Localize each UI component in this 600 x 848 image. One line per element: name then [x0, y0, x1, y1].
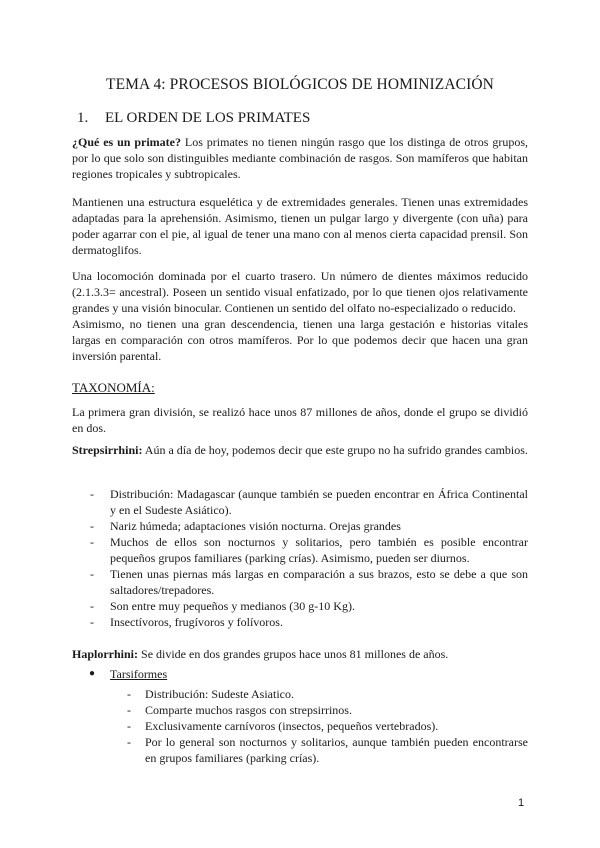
page-title: TEMA 4: PROCESOS BIOLÓGICOS DE HOMINIZACIÓN [106, 76, 494, 93]
strepsirrhini-list [72, 486, 528, 630]
list-item: - Comparte muchos rasgos con strepsirrinos. [127, 703, 352, 717]
section-label: EL ORDEN DE LOS PRIMATES [105, 110, 311, 126]
haplorrhini-term: Haplorrhini: [72, 647, 139, 661]
paragraph-text: La primera gran división, se realizó hace unos 87 millones de años, donde el grupo se dividió en dos. [72, 405, 528, 435]
paragraph-text: Asimismo, no tienen una gran descendencia, tienen una larga gestación e historias vitales largas en comparación con otros mamíferos. Por lo que podemos decir que hacen una gran inversión parental. [72, 317, 528, 363]
intro-question: ¿Qué es un primate? [72, 135, 182, 149]
list-item: - Distribución: Sudeste Asiatico. [127, 687, 294, 701]
taxonomy-heading: TAXONOMÍA: [72, 380, 155, 395]
tarsiformes-label: Tarsiformes [110, 667, 168, 681]
list-item: - Muchos de ellos son nocturnos y solitarios, pero también es posible encontrar pequeños grupos familiares (parking crías). Asimismo, pueden ser diurnos. [90, 535, 528, 565]
intro-paragraph [72, 134, 528, 182]
section-heading [77, 110, 310, 127]
paragraph-skeleton [72, 194, 528, 258]
intro-text: Los primates no tienen ningún rasgo que los distinga de otros grupos, por lo que solo son distinguibles mediante combinación de rasgos. Son mamíferos que habitan regiones tropicales y subtropicales. [72, 135, 528, 181]
bullet-icon: ● [89, 668, 96, 679]
section-number: 1. [77, 110, 89, 126]
haplorrhini-paragraph [72, 646, 528, 662]
list-item: - Tienen unas piernas más largas en comparación a sus brazos, esto se debe a que son saltadores/trepadores. [90, 567, 528, 597]
strepsirrhini-text: Aún a día de hoy, podemos decir que este grupo no ha sufrido grandes cambios. [142, 443, 528, 457]
strepsirrhini-paragraph [72, 442, 528, 458]
paragraph-text: Mantienen una estructura esquelética y de extremidades generales. Tienen unas extremidades adaptadas para la aprehensión. Asimismo, tienen un pulgar largo y divergente (con uña) para poder agarrar con el pie, al igual de tener una mano con al menos cierta capacidad prensil. Son dermatoglifos. [72, 195, 528, 257]
paragraph-text: Una locomoción dominada por el cuarto trasero. Un número de dientes máximos reducido (2.1.3.3= ancestral). Poseen un sentido visual enfatizado, por lo que tienen ojos relativamente grandes y una visión binocular. Contienen un sentido del olfato no-especializado o reducido. [72, 269, 528, 315]
list-item: - Son entre muy pequeños y medianos (30 g-10 Kg). [90, 599, 355, 613]
haplorrhini-text: Se divide en dos grandes grupos hace unos 81 millones de años. [138, 647, 449, 661]
tarsiformes-list [72, 686, 528, 766]
list-item: - Exclusivamente carnívoros (insectos, pequeños vertebrados). [127, 719, 439, 733]
paragraph-reproduction [72, 316, 528, 364]
paragraph-locomotion [72, 268, 528, 316]
list-item: - Por lo general son nocturnos y solitarios, aunque también pueden encontrarse en grupos familiares (parking crías). [127, 735, 528, 765]
page-number: 1 [518, 797, 525, 809]
list-item: - Nariz húmeda; adaptaciones visión nocturna. Orejas grandes [90, 519, 401, 533]
strepsirrhini-term: Strepsirrhini: [72, 443, 143, 457]
list-item: - Distribución: Madagascar (aunque también se pueden encontrar en África Continental y en el Sudeste Asiático). [90, 487, 528, 517]
list-item: - Insectívoros, frugívoros y folívoros. [90, 615, 283, 629]
paragraph-division [72, 404, 528, 436]
